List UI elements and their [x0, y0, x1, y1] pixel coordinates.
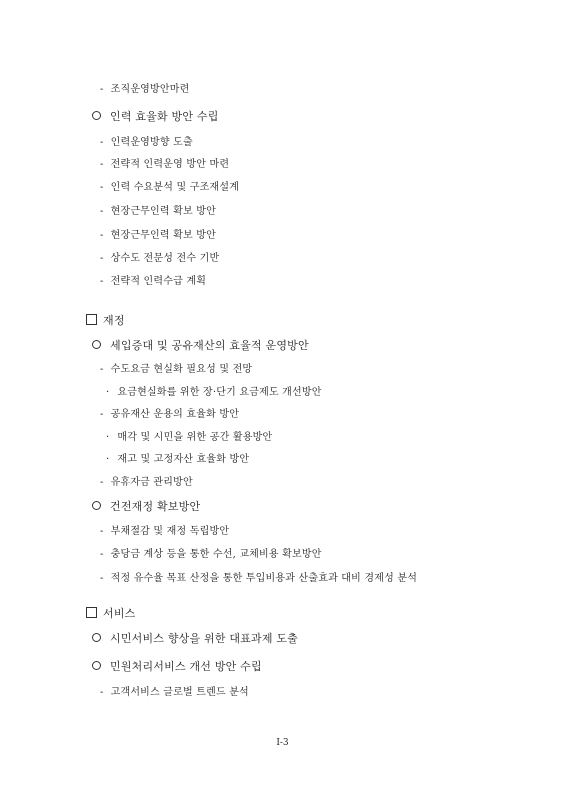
list-item: - 조직운영방안마련 — [100, 84, 190, 95]
circle-heading: 인력 효율화 방안 수립 — [92, 110, 219, 124]
dash-bullet: - — [100, 687, 104, 698]
circle-heading: 시민서비스 향상을 위한 대표과제 도출 — [92, 632, 298, 646]
list-item: - 인력 수요분석 및 구조재설계 — [100, 182, 240, 193]
list-item: - 적정 유수율 목표 산정을 통한 투입비용과 산출효과 대비 경제성 분석 — [100, 573, 418, 584]
dash-bullet: - — [100, 573, 104, 584]
circle-heading: 세입증대 및 공유재산의 효율적 운영방안 — [92, 339, 309, 353]
section-heading-finance: 재정 — [86, 314, 125, 328]
circle-bullet-icon — [92, 501, 101, 510]
sub-list-item: · 요금현실화를 위한 장·단기 요금제도 개선방안 — [106, 387, 322, 398]
square-bullet-icon — [86, 607, 97, 618]
circle-bullet-icon — [92, 661, 101, 670]
dash-bullet: - — [100, 409, 104, 420]
list-item: - 현장근무인력 확보 방안 — [100, 206, 216, 217]
dash-bullet: - — [100, 182, 104, 193]
dash-bullet: - — [100, 276, 104, 287]
dash-bullet: - — [100, 84, 104, 95]
sub-list-item: · 재고 및 고정자산 효율화 방안 — [106, 454, 250, 465]
dash-bullet: - — [100, 477, 104, 488]
list-item: - 유휴자금 관리방안 — [100, 477, 193, 488]
circle-heading: 민원처리서비스 개선 방안 수립 — [92, 660, 262, 674]
dot-bullet: · — [106, 432, 110, 443]
dot-bullet: · — [106, 454, 110, 465]
sub-list-item: · 매각 및 시민을 위한 공간 활용방안 — [106, 432, 273, 443]
list-item: - 현장근무인력 확보 방안 — [100, 230, 216, 241]
dash-bullet: - — [100, 230, 104, 241]
list-item: - 상수도 전문성 전수 기반 — [100, 253, 220, 264]
dot-bullet: · — [106, 387, 110, 398]
section-heading-service: 서비스 — [86, 607, 135, 621]
circle-bullet-icon — [92, 340, 101, 349]
dash-bullet: - — [100, 137, 104, 148]
list-item: - 부채절감 및 재정 독립방안 — [100, 526, 230, 537]
dash-bullet: - — [100, 159, 104, 170]
dash-bullet: - — [100, 526, 104, 537]
list-item: - 충당금 계상 등을 통한 수선, 교체비용 확보방안 — [100, 549, 322, 560]
dash-bullet: - — [100, 549, 104, 560]
list-item: - 전략적 인력운영 방안 마련 — [100, 159, 230, 170]
circle-bullet-icon — [92, 111, 101, 120]
dash-bullet: - — [100, 253, 104, 264]
page-number: Ⅰ-3 — [276, 738, 289, 748]
dash-bullet: - — [100, 364, 104, 375]
list-item: - 전략적 인력수급 계획 — [100, 276, 207, 287]
list-item: - 공유재산 운용의 효율화 방안 — [100, 409, 240, 420]
circle-bullet-icon — [92, 633, 101, 642]
list-item: - 수도요금 현실화 필요성 및 전망 — [100, 364, 253, 375]
list-item: - 고객서비스 글로벌 트렌드 분석 — [100, 687, 249, 698]
dash-bullet: - — [100, 206, 104, 217]
square-bullet-icon — [86, 314, 97, 325]
list-item: - 인력운영방향 도출 — [100, 137, 193, 148]
circle-heading: 건전재정 확보방안 — [92, 500, 200, 514]
